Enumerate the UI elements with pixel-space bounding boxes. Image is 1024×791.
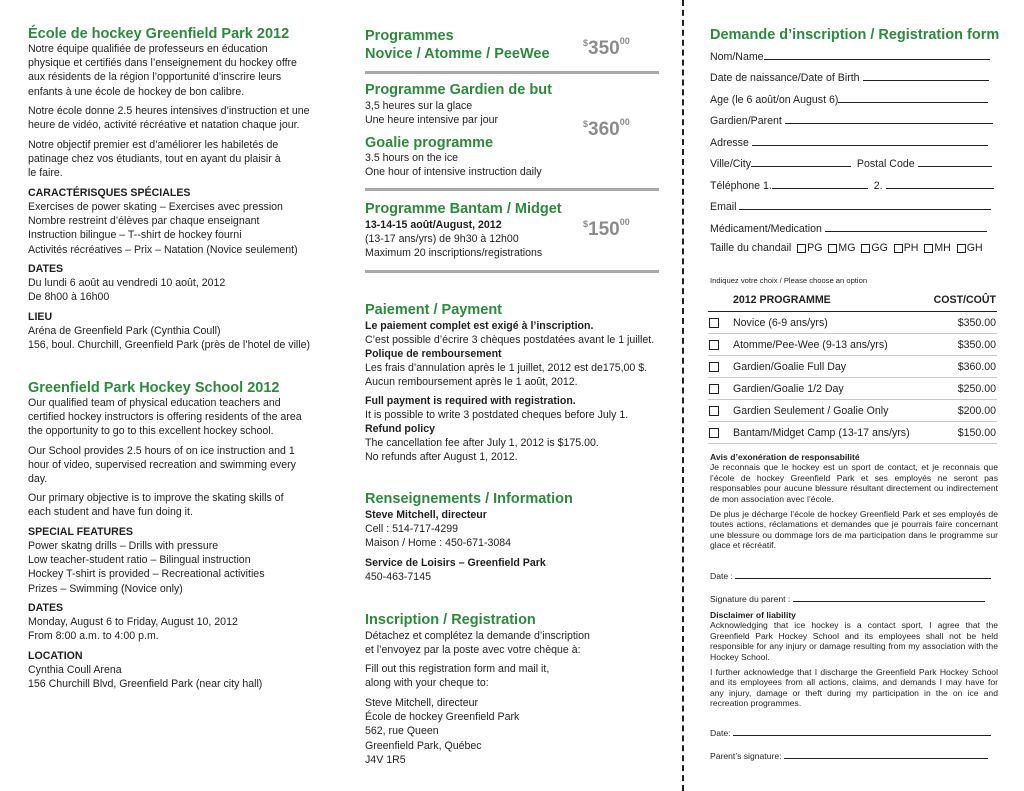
field-blank[interactable] bbox=[735, 570, 991, 579]
field-label: Adresse bbox=[710, 137, 749, 149]
field-blank[interactable] bbox=[863, 70, 989, 81]
program-cost: $200.00 bbox=[957, 404, 996, 417]
location-line: 156, boul. Churchill, Greenfield Park (près de l’hotel de ville) bbox=[28, 339, 311, 352]
field-label: Age (le 6 août/on August 6) bbox=[710, 94, 839, 106]
payment-text-4b: No refunds after August 1, 2012. bbox=[365, 451, 518, 464]
registration-en bbox=[365, 662, 549, 690]
name-field[interactable] bbox=[710, 49, 996, 63]
list-item: Instruction bilingue – T--shirt de hockey fourni bbox=[28, 229, 242, 242]
registration-title: Inscription / Registration bbox=[365, 612, 536, 628]
field-label: Email bbox=[710, 201, 737, 213]
field-label: Gardien/Parent bbox=[710, 115, 782, 127]
waiver-text-fr-2: De plus je décharge l’école de hockey Greenfield Park et ses employés de toutes actions, réclamations et demandes que je pourrais faire concernant une blessure ou dommage lors de ma participation dans le programme sur glace et récréatif. bbox=[710, 509, 998, 551]
form-title: Demande d’inscription / Registration form bbox=[710, 27, 1000, 43]
payment-text-4a: The cancellation fee after July 1, 2012 is $175.00. bbox=[365, 437, 599, 450]
date-field-fr[interactable] bbox=[710, 570, 996, 581]
detail-line: One hour of intensive instruction daily bbox=[365, 166, 542, 179]
field-label: Médicament/Medication bbox=[710, 223, 822, 235]
checkbox-icon[interactable] bbox=[709, 318, 719, 328]
payment-text-3: It is possible to write 3 postdated cheques before July 1. bbox=[365, 409, 629, 421]
table-row[interactable] bbox=[708, 312, 997, 334]
checkbox-icon[interactable] bbox=[924, 244, 933, 253]
field-blank[interactable] bbox=[785, 113, 993, 124]
field-blank[interactable] bbox=[793, 593, 985, 602]
dob-field[interactable] bbox=[710, 70, 996, 84]
address-line: Steve Mitchell, directeur bbox=[365, 697, 479, 709]
detail-line: 3,5 heures sur la glace bbox=[365, 100, 473, 112]
field-blank[interactable] bbox=[764, 49, 990, 60]
english-dates-title: DATES bbox=[28, 602, 64, 614]
english-intro-2: Our School provides 2.5 hours of on ice instruction and 1 hour of video, supervised recreation and swimming every day. bbox=[28, 445, 296, 486]
signature-field-en[interactable] bbox=[710, 750, 996, 761]
payment-title: Paiement / Payment bbox=[365, 302, 502, 318]
field-label: Nom/Name bbox=[710, 51, 764, 63]
program-1-title bbox=[365, 27, 550, 63]
field-blank[interactable] bbox=[825, 221, 987, 232]
date-line: Du lundi 6 août au vendredi 10 août, 2012 bbox=[28, 277, 226, 289]
size-option[interactable]: PH bbox=[894, 242, 919, 254]
date-field-en[interactable] bbox=[710, 727, 996, 738]
field-label: 2. bbox=[873, 180, 883, 192]
size-option[interactable]: GG bbox=[861, 242, 887, 254]
table-row[interactable] bbox=[708, 334, 997, 356]
program-name: Bantam/Midget Camp (13-17 ans/yrs) bbox=[733, 426, 910, 439]
size-option[interactable]: MG bbox=[828, 242, 855, 254]
field-blank[interactable] bbox=[838, 92, 988, 103]
field-label: Téléphone 1. bbox=[710, 180, 772, 192]
list-item: Hockey T-shirt is provided – Recreational activities bbox=[28, 568, 265, 581]
table-row[interactable] bbox=[708, 400, 997, 422]
checkbox-icon[interactable] bbox=[709, 340, 719, 350]
french-features-list bbox=[28, 200, 298, 257]
french-intro-1: Notre équipe qualifiée de professeurs en éducation physique et certifiés dans l’enseignement du hockey offre aux résidents de la région l’opportunité d’inscrire leurs enfants à une école de hockey de bon calibre. bbox=[28, 43, 297, 98]
french-features-title: CARACTÉRISQUES SPÉCIALES bbox=[28, 187, 191, 199]
list-item: Power skatng drills – Drills with pressure bbox=[28, 540, 219, 552]
checkbox-icon[interactable] bbox=[797, 244, 806, 253]
program-name: Gardien Seulement / Goalie Only bbox=[733, 404, 889, 417]
tear-off-line bbox=[682, 0, 684, 791]
instruction-line: et l’envoyez par la poste avec votre chèque à: bbox=[365, 644, 581, 657]
english-title: Greenfield Park Hockey School 2012 bbox=[28, 380, 280, 396]
french-location-title: LIEU bbox=[28, 311, 53, 323]
guardian-field[interactable] bbox=[710, 113, 996, 127]
divider-rule bbox=[365, 188, 659, 191]
payment-text-2b: Aucun remboursement après le 1 août, 2012. bbox=[365, 376, 578, 389]
payment-text-1: C’est possible d’écrire 3 chèques postdatées avant le 1 juillet. bbox=[365, 334, 655, 346]
program-2b-details bbox=[365, 151, 542, 179]
address-field[interactable] bbox=[710, 135, 996, 149]
address-line: Greenfield Park, Québec bbox=[365, 739, 482, 752]
time-line: From 8:00 a.m. to 4:00 p.m. bbox=[28, 630, 159, 643]
program-3-price: $^{\$}150^{00}$ bbox=[583, 217, 630, 240]
english-intro-3: Our primary objective is to improve the skating skills of each student and have fun doing it. bbox=[28, 492, 284, 519]
payment-details-en bbox=[365, 394, 628, 465]
size-option[interactable]: GH bbox=[957, 242, 983, 254]
waiver-text-en-2: I further acknowledge that I discharge the Greenfield Park Hockey School and its employees from all actions, claims, and demands I may have for any injury, damage or theft during my participation in the on ice and recreation programmes. bbox=[710, 667, 998, 709]
service-details bbox=[365, 556, 546, 584]
checkbox-icon[interactable] bbox=[709, 428, 719, 438]
program-name: Atomme/Pee-Wee (9-13 ans/yrs) bbox=[733, 338, 888, 351]
program-cost: $250.00 bbox=[957, 382, 996, 395]
french-title: École de hockey Greenfield Park 2012 bbox=[28, 26, 290, 42]
program-1-title-line1: Programmes bbox=[365, 28, 454, 44]
phone-line: Maison / Home : 450-671-3084 bbox=[365, 537, 512, 550]
list-item: Prizes – Swimming (Novice only) bbox=[28, 582, 183, 595]
waiver-text-fr-1: Je reconnais que le hockey est un sport de contact, et je reconnais que l’école de hockey Greenfield Park et ses employés ne seront pas responsables pour aucune blessure résultant directement ou indirectement de mon association avec l’école. bbox=[710, 462, 998, 504]
address-line: École de hockey Greenfield Park bbox=[365, 711, 520, 724]
column-header-program: 2012 PROGRAMME bbox=[733, 294, 831, 306]
field-blank[interactable] bbox=[739, 199, 991, 210]
french-intro-2: Notre école donne 2.5 heures intensives d’instruction et une heure de vidéo, activité récréative et natation chaque jour. bbox=[28, 105, 310, 132]
field-blank[interactable] bbox=[918, 156, 992, 167]
program-name: Gardien/Goalie 1/2 Day bbox=[733, 382, 844, 395]
waiver-title-en: Disclaimer of liability bbox=[710, 610, 796, 620]
registration-fr bbox=[365, 629, 590, 657]
detail-line: Une heure intensive par jour bbox=[365, 114, 499, 127]
signature-field-fr[interactable] bbox=[710, 593, 996, 604]
waiver-french bbox=[710, 452, 998, 551]
list-item: Nombre restreint d’élèves par chaque enseignant bbox=[28, 215, 260, 228]
size-option[interactable]: MH bbox=[924, 242, 950, 254]
field-label: Postal Code bbox=[856, 158, 915, 170]
french-dates bbox=[28, 276, 225, 304]
checkbox-icon[interactable] bbox=[894, 244, 903, 253]
payment-text-2a: Les frais d’annulation après le 1 juillet, 2012 est de175,00 $. bbox=[365, 362, 648, 375]
address-line: J4V 1R5 bbox=[365, 753, 406, 766]
phone-field[interactable] bbox=[710, 178, 996, 192]
table-row[interactable] bbox=[708, 356, 997, 378]
instruction-line: along with your cheque to: bbox=[365, 677, 489, 690]
english-location bbox=[28, 663, 262, 691]
program-name: Novice (6-9 ans/yrs) bbox=[733, 316, 828, 329]
french-dates-title: DATES bbox=[28, 263, 64, 275]
checkbox-icon[interactable] bbox=[828, 244, 837, 253]
field-blank[interactable] bbox=[733, 727, 991, 736]
table-row[interactable] bbox=[708, 422, 997, 444]
info-title: Renseignements / Information bbox=[365, 491, 573, 507]
divider-rule bbox=[365, 270, 659, 273]
phone-line: Cell : 514-717-4299 bbox=[365, 523, 459, 535]
french-location bbox=[28, 324, 310, 352]
program-2-price: $^{\$}360^{00}$ bbox=[583, 117, 630, 140]
program-cost: $350.00 bbox=[957, 338, 996, 351]
program-2-details bbox=[365, 99, 498, 127]
table-row[interactable] bbox=[708, 378, 997, 400]
field-label: Taille du chandail bbox=[710, 242, 792, 254]
city-postal-field[interactable] bbox=[710, 156, 996, 170]
program-2-title: Programme Gardien de but bbox=[365, 82, 552, 98]
program-3-title: Programme Bantam / Midget bbox=[365, 201, 562, 217]
field-label: Signature du parent : bbox=[710, 594, 791, 604]
detail-line: (13-17 ans/yrs) de 9h30 à 12h00 bbox=[365, 233, 519, 245]
field-label: Date de naissance/Date of Birth bbox=[710, 72, 860, 84]
program-table bbox=[708, 289, 997, 444]
instruction-line: Détachez et complétez la demande d’inscription bbox=[365, 630, 590, 642]
program-cost: $360.00 bbox=[957, 360, 996, 373]
age-field[interactable] bbox=[710, 92, 996, 106]
program-3-dates: 13-14-15 août/August, 2012 bbox=[365, 219, 502, 231]
field-label: Date : bbox=[710, 571, 733, 581]
size-option[interactable]: PG bbox=[797, 242, 822, 254]
field-blank[interactable] bbox=[752, 135, 988, 146]
divider-rule bbox=[365, 71, 659, 74]
mailing-address bbox=[365, 696, 519, 767]
service-phone: 450-463-7145 bbox=[365, 571, 431, 583]
medication-field[interactable] bbox=[710, 221, 996, 235]
english-dates bbox=[28, 615, 238, 643]
program-2b-title: Goalie programme bbox=[365, 135, 494, 151]
waiver-title-fr: Avis d’exonération de responsabilité bbox=[710, 452, 860, 462]
field-blank[interactable] bbox=[784, 750, 988, 759]
column-header-cost: COST/COÛT bbox=[933, 294, 996, 306]
checkbox-icon[interactable] bbox=[709, 406, 719, 416]
checkbox-icon[interactable] bbox=[957, 244, 966, 253]
english-features-title: SPECIAL FEATURES bbox=[28, 526, 133, 538]
detail-line: Maximum 20 inscriptions/registrations bbox=[365, 247, 543, 260]
checkbox-icon[interactable] bbox=[709, 362, 719, 372]
english-location-title: LOCATION bbox=[28, 650, 83, 662]
program-name: Gardien/Goalie Full Day bbox=[733, 360, 847, 373]
payment-bold-3: Full payment is required with registration. bbox=[365, 395, 576, 407]
choose-instruction: Indiquez votre choix / Please choose an option bbox=[710, 276, 868, 285]
location-line: Aréna de Greenfield Park (Cynthia Coull) bbox=[28, 325, 221, 337]
list-item: Low teacher-student ratio – Bilingual instruction bbox=[28, 554, 251, 567]
field-blank[interactable] bbox=[772, 178, 868, 189]
director-name: Steve Mitchell, directeur bbox=[365, 509, 487, 521]
date-line: Monday, August 6 to Friday, August 10, 2012 bbox=[28, 616, 238, 628]
jersey-size-field bbox=[710, 242, 996, 254]
list-item: Activités récréatives – Prix – Natation (Novice seulement) bbox=[28, 243, 298, 256]
address-line: 562, rue Queen bbox=[365, 725, 439, 738]
waiver-english bbox=[710, 610, 998, 709]
program-cost: $350.00 bbox=[957, 316, 996, 329]
detail-line: 3.5 hours on the ice bbox=[365, 152, 459, 164]
program-3-details bbox=[365, 232, 542, 260]
field-blank[interactable] bbox=[751, 156, 851, 167]
checkbox-icon[interactable] bbox=[709, 384, 719, 394]
english-intro-1: Our qualified team of physical education teachers and certified hockey instructors is offering residents of the area the opportunity to go to this excellent hockey school. bbox=[28, 397, 302, 438]
program-1-title-line2: Novice / Atomme / PeeWee bbox=[365, 46, 550, 62]
french-intro-3: Notre objectif premier est d’améliorer les habiletés de patinage chez vos étudiants, tout en ayant du plaisir à le faire. bbox=[28, 139, 281, 180]
payment-bold-2: Polique de remboursement bbox=[365, 348, 502, 361]
field-label: Parent’s signature: bbox=[710, 751, 782, 761]
program-1-price: $^{\$}350^{00}$ bbox=[583, 36, 630, 59]
english-features-list bbox=[28, 539, 265, 596]
payment-details bbox=[365, 319, 654, 390]
table-header bbox=[708, 289, 997, 312]
field-label: Date: bbox=[710, 728, 731, 738]
field-blank[interactable] bbox=[886, 178, 994, 189]
time-line: De 8h00 à 16h00 bbox=[28, 291, 110, 304]
service-name: Service de Loisirs – Greenfield Park bbox=[365, 557, 546, 569]
checkbox-icon[interactable] bbox=[861, 244, 870, 253]
list-item: Exercises de power skating – Exercises avec pression bbox=[28, 201, 283, 213]
payment-bold-4: Refund policy bbox=[365, 423, 436, 436]
payment-bold-1: Le paiement complet est exigé à l’inscription. bbox=[365, 320, 594, 332]
field-label: Ville/City bbox=[710, 158, 752, 170]
instruction-line: Fill out this registration form and mail it, bbox=[365, 663, 550, 675]
program-cost: $150.00 bbox=[957, 426, 996, 439]
waiver-text-en-1: Acknowledging that ice hockey is a contact sport, I agree that the Greenfield Park Hockey School and its employees shall not be held responsible for any injury or damage resulting from my association with the Hockey School. bbox=[710, 620, 998, 662]
location-line: Cynthia Coull Arena bbox=[28, 664, 122, 676]
info-details bbox=[365, 508, 511, 550]
location-line: 156 Churchill Blvd, Greenfield Park (near city hall) bbox=[28, 678, 263, 691]
email-field[interactable] bbox=[710, 199, 996, 213]
